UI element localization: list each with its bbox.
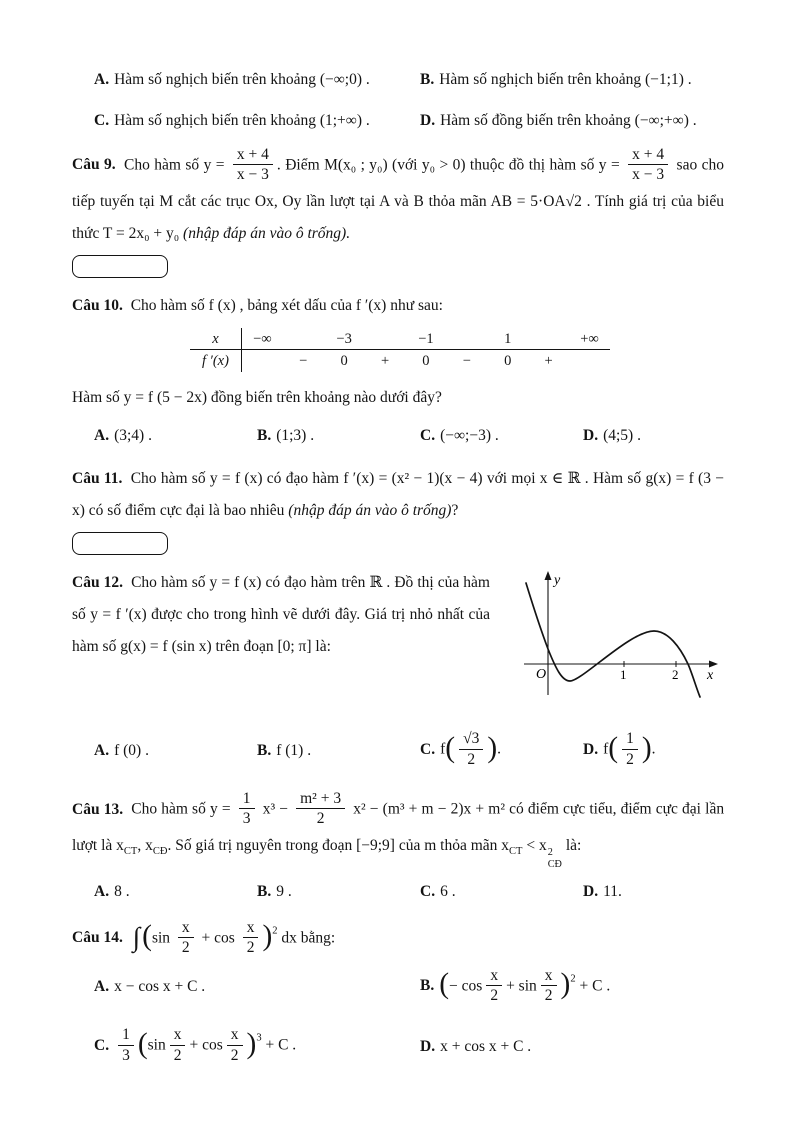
option-text: f bbox=[440, 740, 446, 758]
question-14-text: Câu 14. ∫(sin $\frac{x}{2}$ + cos $\frac{x}{2}$ )$^2$ dx bằng: bbox=[72, 918, 336, 957]
question-12 bbox=[72, 567, 724, 770]
fraction-numerator: x bbox=[178, 918, 194, 938]
option-text: f (1) . bbox=[276, 741, 312, 759]
fraction-denominator: 2 bbox=[544, 987, 553, 1005]
option-label: C. bbox=[420, 740, 436, 758]
option-c bbox=[398, 876, 561, 907]
sign-table-cell bbox=[569, 350, 610, 372]
option-text: 9 . bbox=[276, 882, 292, 900]
option-text: . bbox=[497, 740, 502, 758]
fraction-numerator: x + 4 bbox=[628, 145, 668, 165]
option-label: D. bbox=[583, 426, 599, 444]
option-label: A. bbox=[94, 978, 110, 996]
option-c: C. f( $\frac{√3}{2}$ ). bbox=[420, 730, 502, 768]
option-text: f (0) . bbox=[114, 741, 149, 759]
option-label: C. bbox=[94, 1036, 110, 1054]
fraction-denominator: 2 bbox=[173, 1046, 182, 1064]
option-text: + sin bbox=[506, 977, 537, 995]
question-10-options bbox=[72, 420, 724, 451]
option-b: B. (− cos $\frac{x}{2}$ + sin $\frac{x}{2}$ )$^2$ + C . bbox=[420, 966, 611, 1005]
question-8-options-row-1 bbox=[72, 64, 724, 95]
option-text: x + cos x + C . bbox=[440, 1037, 532, 1055]
origin-label: O bbox=[536, 667, 547, 683]
text-run: Cho hàm số f (x) , bảng xét dấu của f ′(x) như sau: bbox=[130, 297, 443, 315]
subscript-cd: CĐ bbox=[547, 858, 562, 870]
option-text: (−∞;−3) . bbox=[440, 426, 499, 444]
option-text: 6 . bbox=[440, 882, 456, 900]
tick-2-label: 2 bbox=[672, 667, 679, 683]
option-text: f bbox=[603, 740, 609, 758]
option-label: D. bbox=[420, 112, 436, 129]
question-label: Câu 13. bbox=[72, 800, 124, 818]
option-label: D. bbox=[420, 1037, 436, 1055]
instruction-italic: (nhập đáp án vào ô trống). bbox=[183, 224, 351, 242]
sign-table-cell: −1 bbox=[418, 331, 434, 348]
fraction bbox=[118, 1025, 134, 1065]
option-d bbox=[561, 420, 724, 451]
question-10-question bbox=[72, 382, 724, 414]
option-d bbox=[398, 1031, 724, 1062]
sign-table-cell: + bbox=[380, 353, 390, 370]
text-run: sao cho tiếp tuyến tại M cắt các trục Ox, Oy lần lượt tại A và B thỏa mãn AB = 5·OA√2 . Tính giá trị của biểu thức T = 2x₀ + y₀ bbox=[72, 156, 724, 242]
sign-table-labels bbox=[190, 328, 242, 372]
fprime-graph-svg bbox=[506, 569, 724, 721]
text-run: . Số giá trị nguyên trong đoạn [−9;9] của m thỏa mãn x bbox=[167, 836, 510, 854]
option-label: A. bbox=[94, 71, 110, 88]
option-b bbox=[398, 64, 724, 95]
question-11-text bbox=[72, 463, 724, 527]
fraction-denominator: 2 bbox=[246, 939, 255, 957]
sign-table-cell bbox=[446, 328, 487, 349]
option-label: B. bbox=[257, 426, 272, 444]
option-text: x − cos x + C . bbox=[114, 978, 206, 996]
text-run: x³ − bbox=[262, 800, 288, 818]
question-label: Câu 11. bbox=[72, 469, 123, 487]
text-run: là: bbox=[565, 836, 582, 854]
fraction-numerator: √3 bbox=[459, 729, 483, 749]
fprime-graph bbox=[506, 569, 724, 726]
text-run: Cho hàm số y = f (x) có đạo hàm trên ℝ . Đồ thị của hàm số y = f ′(x) được cho trong hình vẽ dưới đây. Giá trị nhỏ nhất của hàm số g(x) = f (sin x) trên đoạn [0; π] là: bbox=[72, 574, 490, 655]
sign-table-cell: −3 bbox=[336, 331, 352, 348]
option-text: Hàm số đồng biến trên khoảng (−∞;+∞) . bbox=[440, 112, 697, 129]
option-a bbox=[72, 735, 235, 766]
sign-table-cell bbox=[242, 350, 283, 372]
sign-table-cell: 1 bbox=[504, 331, 512, 348]
option-d bbox=[561, 876, 724, 907]
fraction-numerator: x bbox=[227, 1025, 243, 1045]
question-13-text bbox=[72, 790, 724, 870]
option-text: (4;5) . bbox=[603, 426, 641, 444]
sup-sub-stack bbox=[548, 847, 562, 870]
subscript-ct: CT bbox=[509, 845, 523, 857]
answer-box-q11[interactable] bbox=[72, 532, 168, 555]
fraction-numerator: x bbox=[486, 966, 502, 986]
option-text: + C . bbox=[265, 1036, 297, 1054]
text-run: , x bbox=[137, 836, 153, 854]
x-axis-arrow bbox=[709, 661, 718, 668]
fraction bbox=[227, 1025, 243, 1065]
sign-table-cell: 0 bbox=[340, 353, 348, 370]
option-text: 8 . bbox=[114, 882, 130, 900]
question-label: Câu 10. bbox=[72, 297, 123, 315]
fraction-denominator: x − 3 bbox=[236, 166, 269, 184]
fraction-numerator: 1 bbox=[239, 789, 255, 809]
fraction bbox=[178, 918, 194, 958]
subscript-ct: CT bbox=[123, 845, 138, 857]
text-run: + cos bbox=[201, 929, 235, 947]
option-label: B. bbox=[420, 977, 435, 995]
question-12-options bbox=[72, 730, 724, 770]
option-label: B. bbox=[257, 882, 272, 900]
subscript-cd: CĐ bbox=[152, 845, 168, 857]
option-c: C. $\frac{1}{3}$ (sin $\frac{x}{2}$ + cos $\frac{x}{2}$ )$^3$ + C . bbox=[94, 1026, 297, 1064]
text-run: Cho hàm số y = f (x) có đạo hàm f ′(x) = (x² − 1)(x − 4) với mọi x ∈ ℝ . Hàm số g(x) = f (3 − x) có số điểm cực đại là bao nhiêu bbox=[72, 469, 724, 519]
fraction-denominator: x − 3 bbox=[632, 166, 665, 184]
sign-table-x-row bbox=[242, 328, 610, 350]
superscript: 2 bbox=[570, 973, 576, 985]
fraction-numerator: 1 bbox=[118, 1025, 134, 1045]
option-text: sin bbox=[147, 1036, 166, 1054]
sign-table-cell: − bbox=[299, 353, 308, 370]
fraction bbox=[233, 145, 273, 185]
option-text: + cos bbox=[189, 1036, 223, 1054]
fraction bbox=[541, 966, 557, 1006]
question-14-options-row-2 bbox=[72, 1026, 724, 1066]
fraction-denominator: 2 bbox=[230, 1046, 239, 1064]
text-run: Hàm số y = f (5 − 2x) đồng biến trên khoảng nào dưới đây? bbox=[72, 389, 442, 407]
option-a bbox=[72, 876, 235, 907]
sign-table-cell bbox=[528, 328, 569, 349]
fraction-denominator: 3 bbox=[242, 810, 251, 828]
option-label: D. bbox=[583, 740, 599, 758]
fraction-denominator: 2 bbox=[316, 810, 325, 828]
question-13-options bbox=[72, 876, 724, 907]
y-axis-arrow bbox=[545, 571, 552, 580]
y-axis-label: y bbox=[554, 573, 561, 589]
option-label: A. bbox=[94, 741, 110, 759]
fraction bbox=[486, 966, 502, 1006]
question-10-text bbox=[72, 290, 724, 322]
fraction-numerator: x + 4 bbox=[233, 145, 273, 165]
fraction-numerator: m² + 3 bbox=[296, 789, 345, 809]
option-label: C. bbox=[94, 112, 110, 129]
option-label: B. bbox=[420, 71, 435, 88]
option-text: (3;4) . bbox=[114, 426, 152, 444]
fraction bbox=[243, 918, 259, 958]
option-a bbox=[72, 420, 235, 451]
option-text: Hàm số nghịch biến trên khoảng (−∞;0) . bbox=[114, 71, 370, 88]
text-run: Cho hàm số y = bbox=[124, 156, 225, 174]
option-label: B. bbox=[257, 741, 272, 759]
sign-table-cell bbox=[365, 328, 406, 349]
fraction-numerator: x bbox=[243, 918, 259, 938]
sign-table-x-label: x bbox=[190, 328, 241, 350]
option-label: A. bbox=[94, 426, 110, 444]
option-a bbox=[72, 971, 398, 1002]
text-run: < x bbox=[526, 836, 547, 854]
option-text: + C . bbox=[579, 977, 611, 995]
text-run: . Điểm M(x₀ ; y₀) (với y₀ > 0) thuộc đồ thị hàm số y = bbox=[276, 156, 620, 174]
option-text: − cos bbox=[449, 977, 483, 995]
fraction bbox=[628, 145, 668, 185]
fraction bbox=[170, 1025, 186, 1065]
option-text: Hàm số nghịch biến trên khoảng (−1;1) . bbox=[439, 71, 692, 88]
text-run: dx bằng: bbox=[281, 929, 336, 947]
fraction-numerator: x bbox=[541, 966, 557, 986]
fraction bbox=[459, 729, 483, 769]
superscript: 3 bbox=[256, 1032, 262, 1044]
option-text: Hàm số nghịch biến trên khoảng (1;+∞) . bbox=[114, 112, 370, 129]
option-d bbox=[398, 105, 724, 136]
sign-table-cell: +∞ bbox=[580, 331, 599, 348]
x-axis-label: x bbox=[707, 668, 714, 684]
fraction bbox=[239, 789, 255, 829]
option-text: (1;3) . bbox=[276, 426, 315, 444]
text-run: ? bbox=[451, 501, 459, 519]
superscript-2: 2 bbox=[547, 847, 553, 859]
fraction-denominator: 2 bbox=[467, 750, 476, 768]
option-text: . bbox=[651, 740, 656, 758]
fraction-denominator: 2 bbox=[490, 987, 499, 1005]
fraction bbox=[296, 789, 345, 829]
sign-table-cell: −∞ bbox=[253, 331, 272, 348]
sign-table-cell: + bbox=[544, 353, 553, 370]
option-c bbox=[72, 105, 398, 136]
option-label: C. bbox=[420, 426, 436, 444]
question-8-options-row-2 bbox=[72, 105, 724, 136]
sign-table-values bbox=[242, 328, 610, 372]
fraction bbox=[622, 729, 638, 769]
option-label: D. bbox=[583, 882, 599, 900]
instruction-italic: (nhập đáp án vào ô trống) bbox=[288, 501, 452, 519]
option-d: D. f( $\frac{1}{2}$ ). bbox=[583, 730, 656, 768]
fraction-denominator: 2 bbox=[626, 750, 634, 768]
option-text: 11. bbox=[603, 882, 622, 900]
sign-table-cell: 0 bbox=[504, 353, 512, 370]
option-b bbox=[235, 420, 398, 451]
option-c bbox=[398, 420, 561, 451]
question-14-options-row-1 bbox=[72, 967, 724, 1007]
option-b bbox=[235, 735, 398, 766]
answer-box-q9[interactable] bbox=[72, 255, 168, 278]
fraction-denominator: 2 bbox=[181, 939, 190, 957]
fraction-numerator: 1 bbox=[622, 729, 638, 749]
text-run: sin bbox=[151, 929, 171, 947]
fraction-denominator: 3 bbox=[122, 1046, 130, 1064]
sign-table-cell bbox=[283, 328, 324, 349]
text-run: Cho hàm số y = bbox=[131, 800, 231, 818]
sign-table-cell: − bbox=[462, 353, 471, 370]
sign-table bbox=[190, 328, 610, 372]
option-b bbox=[235, 876, 398, 907]
tick-1-label: 1 bbox=[620, 667, 627, 683]
question-9-text bbox=[72, 146, 724, 249]
text-run: x² − (m³ + m − 2)x + m² có điểm cực tiểu, điểm cực đại lần lượt là x bbox=[72, 800, 725, 854]
option-label: C. bbox=[420, 882, 436, 900]
fraction-numerator: x bbox=[170, 1025, 186, 1045]
integral-sign: ∫ bbox=[132, 921, 141, 952]
question-label: Câu 14. bbox=[72, 929, 123, 947]
superscript: 2 bbox=[272, 925, 278, 937]
question-label: Câu 9. bbox=[72, 156, 116, 174]
sign-table-fprime-label: f ′(x) bbox=[202, 353, 229, 370]
sign-table-sign-row bbox=[242, 350, 610, 372]
option-a bbox=[72, 64, 398, 95]
question-label: Câu 12. bbox=[72, 574, 123, 592]
sign-table-cell: 0 bbox=[422, 353, 430, 370]
option-label: A. bbox=[94, 882, 110, 900]
